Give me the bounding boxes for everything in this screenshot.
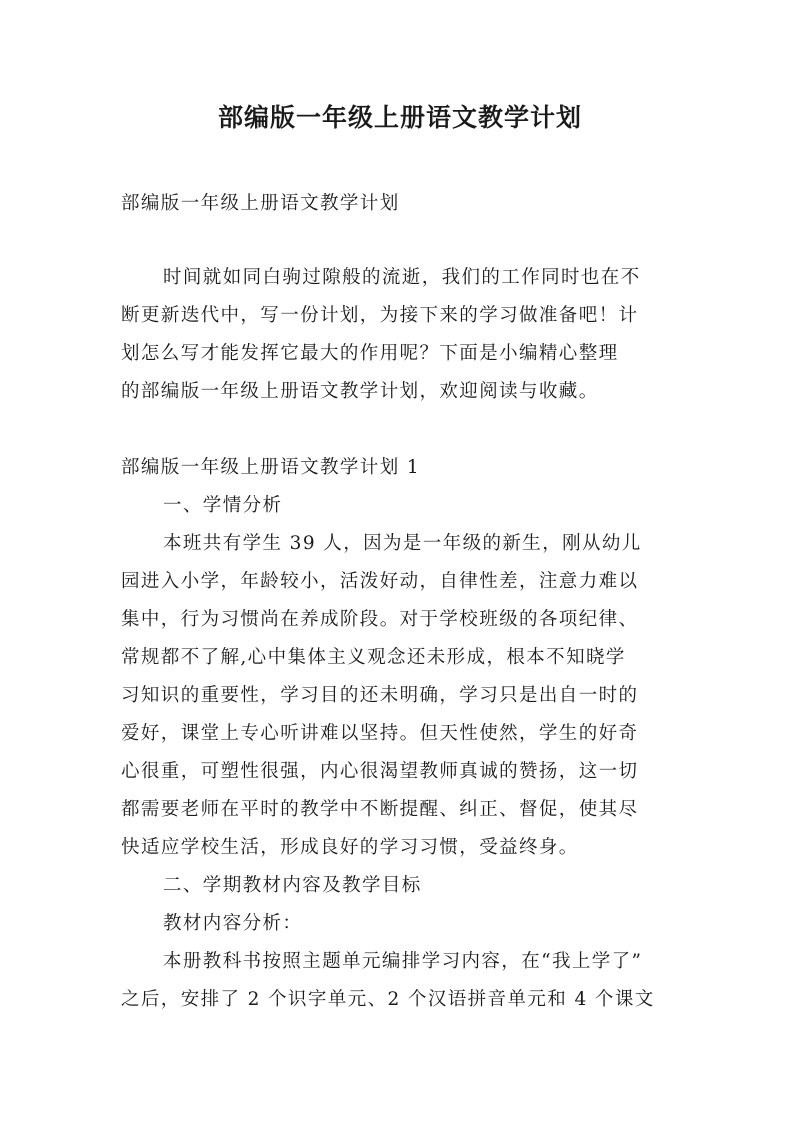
paragraph-line: 集中，行为习惯尚在养成阶段。对于学校班级的各项纪律、 [121, 609, 639, 630]
intro-line: 断更新迭代中，写一份计划，为接下来的学习做准备吧！计 [121, 305, 639, 326]
intro-line: 时间就如同白驹过隙般的流逝，我们的工作同时也在不 [163, 267, 641, 288]
intro-line: 的部编版一年级上册语文教学计划，欢迎阅读与收藏。 [121, 381, 599, 402]
paragraph-line: 爱好，课堂上专心听讲难以坚持。但天性使然，学生的好奇 [121, 723, 639, 744]
paragraph-line: 本班共有学生 39 人，因为是一年级的新生，刚从幼儿 [163, 533, 642, 554]
paragraph-line: 都需要老师在平时的教学中不断提醒、纠正、督促，使其尽 [121, 799, 639, 820]
paragraph-line: 心很重，可塑性很强，内心很渴望教师真诚的赞扬，这一切 [121, 761, 639, 782]
page-title: 部编版一年级上册语文教学计划 [217, 103, 582, 132]
paragraph-line: 快适应学校生活，形成良好的学习习惯，受益终身。 [121, 837, 579, 858]
intro-line: 划怎么写才能发挥它最大的作用呢？下面是小编精心整理 [121, 343, 619, 364]
paragraph-line: 之后，安排了 2 个识字单元、2 个汉语拼音单元和 4 个课文 [121, 989, 655, 1010]
section-heading: 一、学情分析 [163, 495, 283, 516]
section-title: 部编版一年级上册语文教学计划 1 [121, 457, 421, 478]
paragraph-line: 园进入小学，年龄较小，活泼好动，自律性差，注意力难以 [121, 571, 639, 592]
document-subtitle: 部编版一年级上册语文教学计划 [121, 193, 400, 214]
paragraph-line: 常规都不了解,心中集体主义观念还未形成，根本不知晓学 [121, 647, 626, 668]
paragraph-line: 习知识的重要性，学习目的还未明确，学习只是出自一时的 [121, 685, 639, 706]
paragraph-line: 本册教科书按照主题单元编排学习内容，在“我上学了” [163, 951, 643, 972]
subsection-heading: 教材内容分析： [163, 913, 303, 934]
section-heading: 二、学期教材内容及教学目标 [163, 875, 422, 896]
